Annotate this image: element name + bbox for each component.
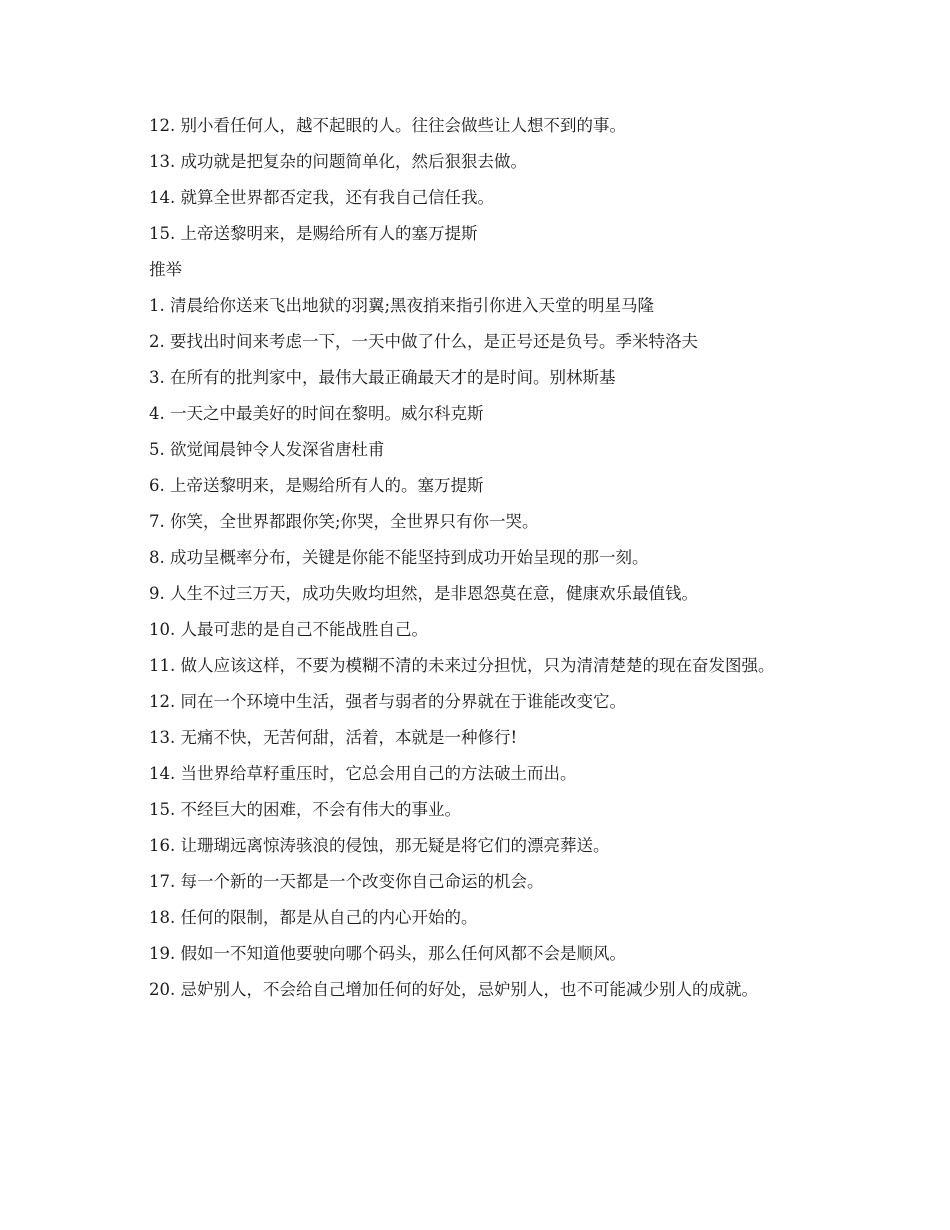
text-line: 9. 人生不过三万天，成功失败均坦然，是非恩怨莫在意，健康欢乐最值钱。 [149, 584, 698, 603]
text-line: 6. 上帝送黎明来，是赐给所有人的。塞万提斯 [149, 476, 484, 495]
text-line: 20. 忌妒别人，不会给自己增加任何的好处，忌妒别人，也不可能减少别人的成就。 [149, 980, 758, 999]
text-line: 14. 就算全世界都否定我，还有我自己信任我。 [149, 188, 494, 207]
text-line: 18. 任何的限制，都是从自己的内心开始的。 [149, 908, 478, 927]
text-line: 10. 人最可悲的是自己不能战胜自己。 [149, 620, 428, 639]
text-line: 8. 成功呈概率分布，关键是你能不能坚持到成功开始呈现的那一刻。 [149, 548, 649, 567]
text-line: 13. 成功就是把复杂的问题简单化，然后狠狠去做。 [149, 152, 527, 171]
text-line: 4. 一天之中最美好的时间在黎明。威尔科克斯 [149, 404, 484, 423]
text-line: 2. 要找出时间来考虑一下，一天中做了什么，是正号还是负号。季米特洛夫 [149, 332, 698, 351]
text-line: 12. 别小看任何人，越不起眼的人。往往会做些让人想不到的事。 [149, 116, 626, 135]
text-line: 17. 每一个新的一天都是一个改变你自己命运的机会。 [149, 872, 544, 891]
text-line: 1. 清晨给你送来飞出地狱的羽翼;黑夜捎来指引你进入天堂的明星马隆 [149, 296, 655, 315]
text-line: 15. 上帝送黎明来，是赐给所有人的塞万提斯 [149, 224, 478, 243]
text-line: 7. 你笑，全世界都跟你笑;你哭，全世界只有你一哭。 [149, 512, 539, 531]
text-line: 15. 不经巨大的困难，不会有伟大的事业。 [149, 800, 461, 819]
text-line: 19. 假如一不知道他要驶向哪个码头，那么任何风都不会是顺风。 [149, 944, 626, 963]
text-line: 16. 让珊瑚远离惊涛骇浪的侵蚀，那无疑是将它们的漂亮葬送。 [149, 836, 610, 855]
text-line: 5. 欲觉闻晨钟令人发深省唐杜甫 [149, 440, 385, 459]
text-line-wrapped: 11. 做人应该这样，不要为模糊不清的未来过分担忧，只为清清楚楚的现在奋发图强。 [149, 656, 775, 675]
text-line: 14. 当世界给草籽重压时，它总会用自己的方法破土而出。 [149, 764, 577, 783]
text-line: 3. 在所有的批判家中，最伟大最正确最天才的是时间。别林斯基 [149, 368, 616, 387]
text-line: 12. 同在一个环境中生活，强者与弱者的分界就在于谁能改变它。 [149, 692, 626, 711]
section-heading: 推举 [149, 260, 182, 279]
text-line: 13. 无痛不快，无苦何甜，活着，本就是一种修行! [149, 728, 518, 747]
